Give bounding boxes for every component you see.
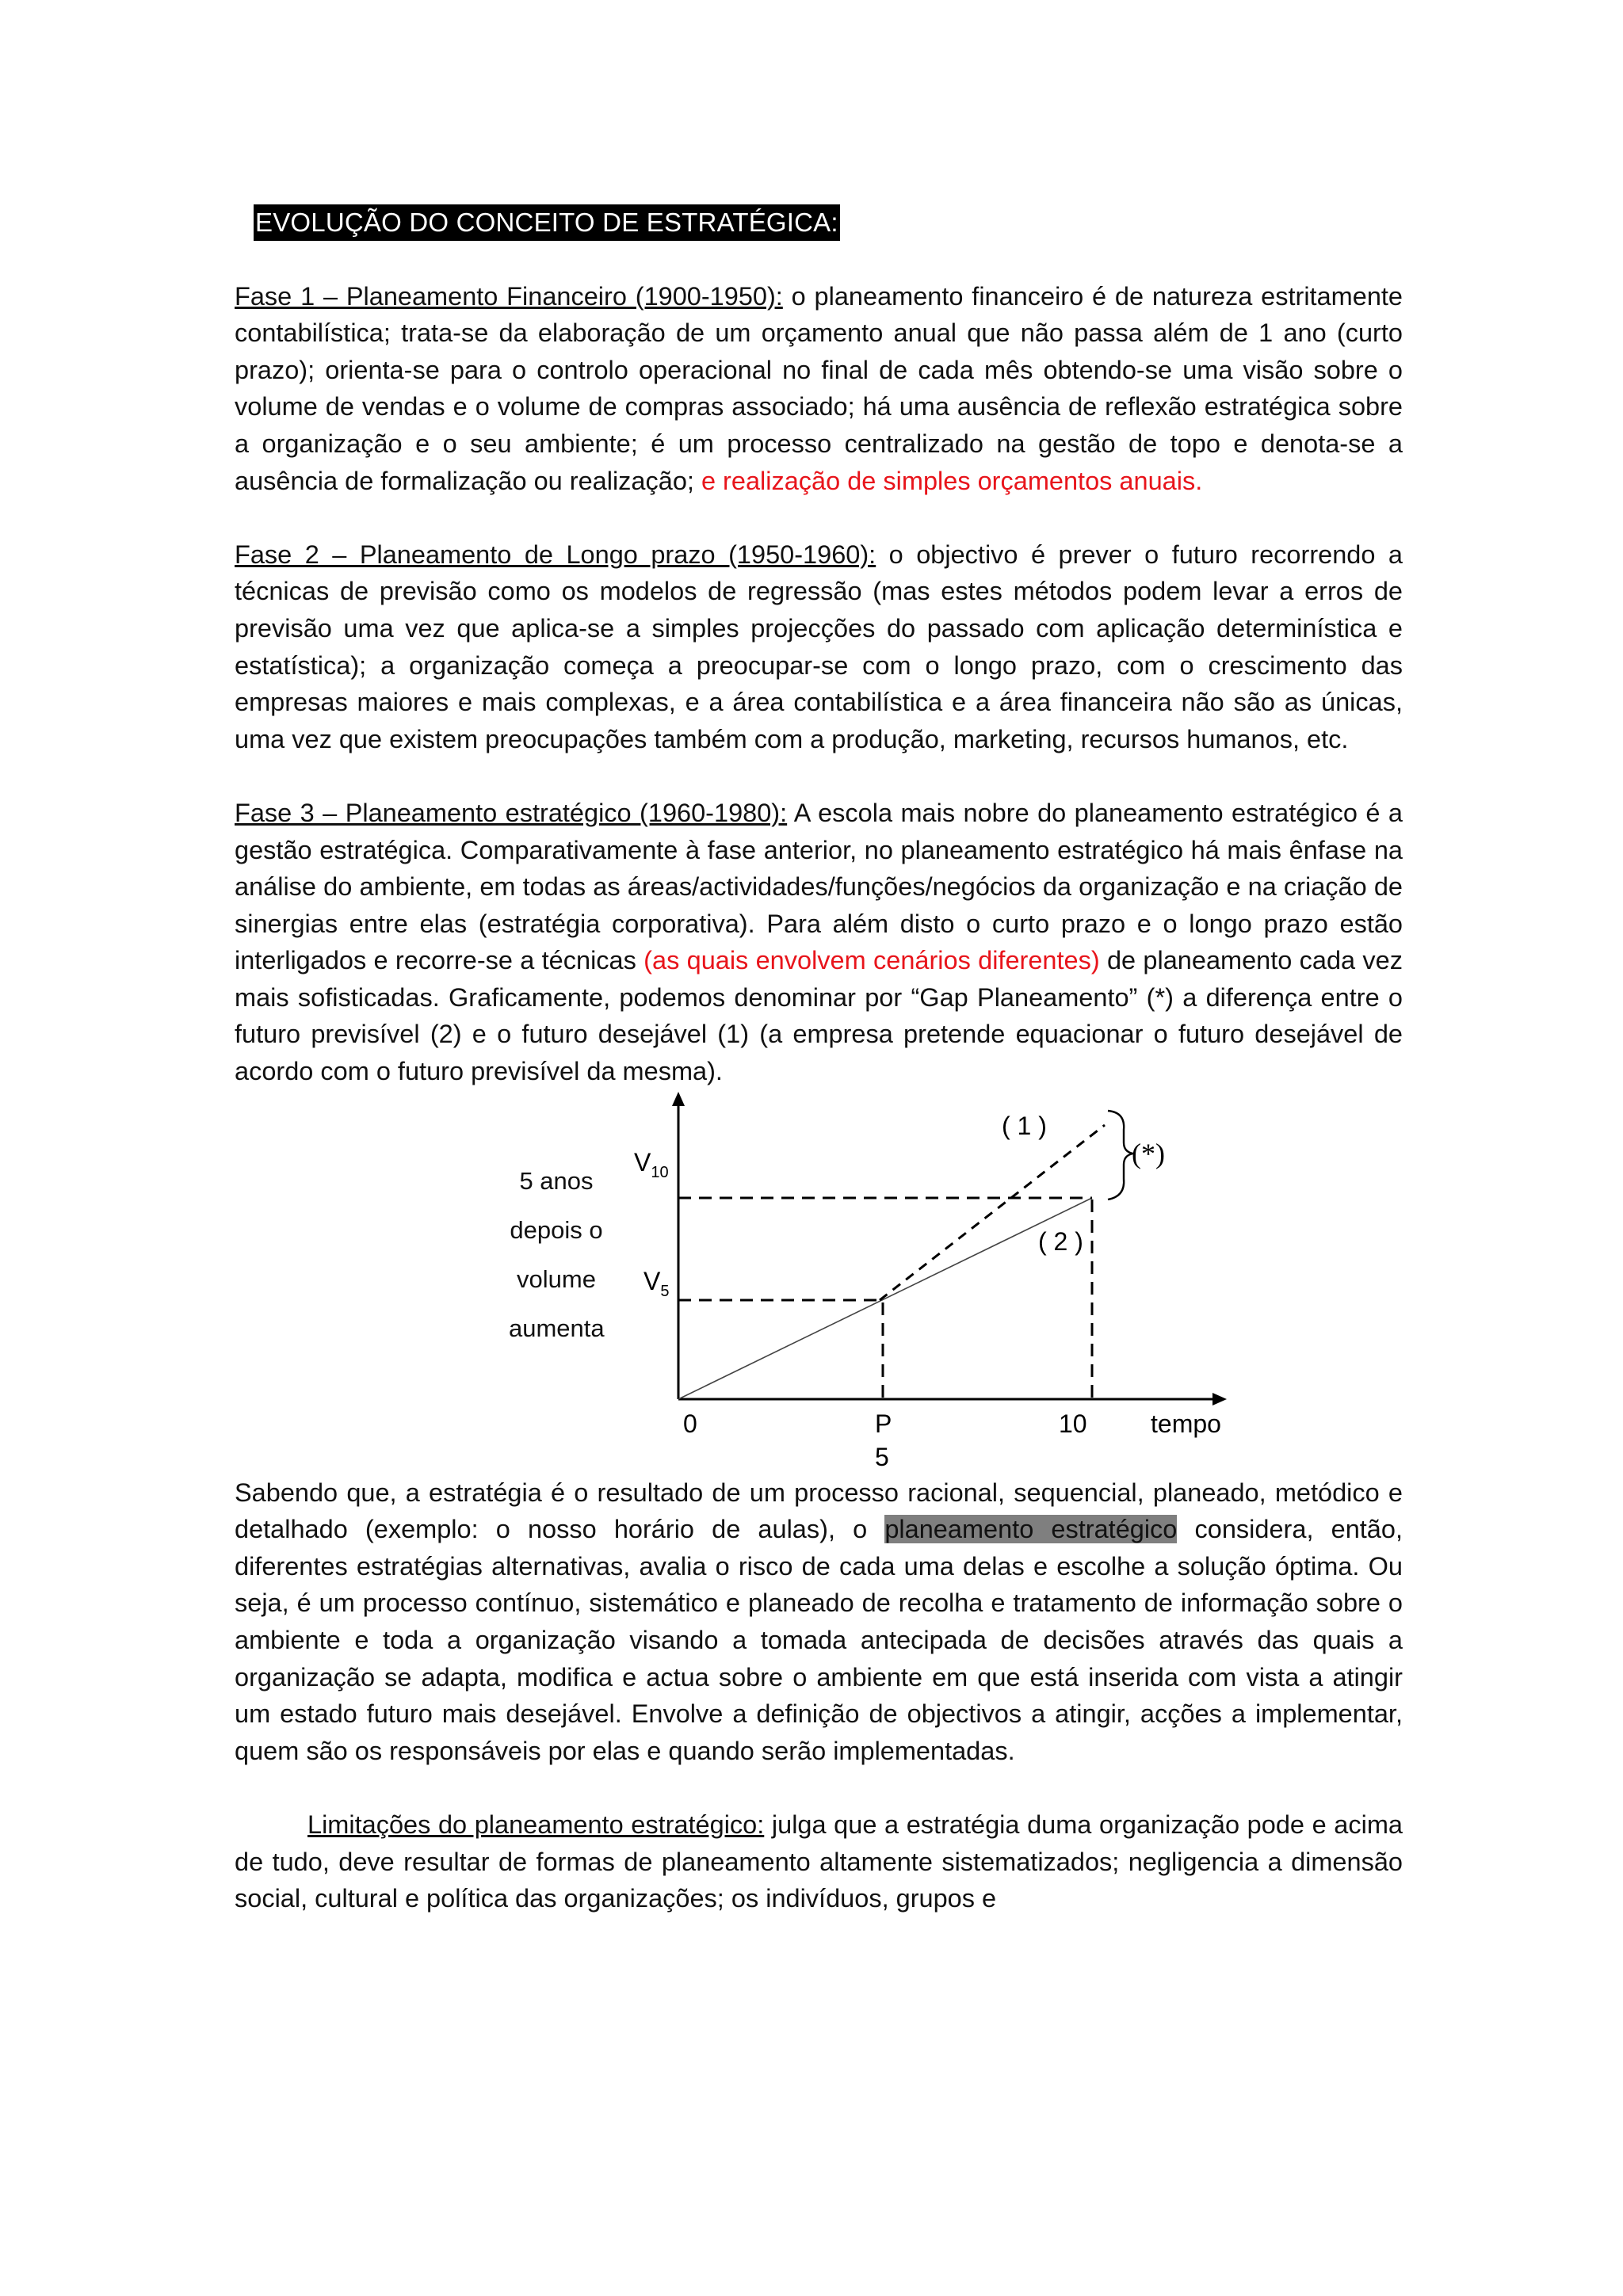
para4-text-1: Sabendo que, a estratégia é o resultado de um processo racional, sequencial, planeado, metódico e detalhado (exemplo: o nosso horário de aulas), o — [235, 1478, 1403, 1544]
fase1-red-text: e realização de simples orçamentos anuais. — [701, 466, 1203, 495]
para4-paragraph — [235, 1474, 1403, 1770]
title-wrap — [235, 204, 1403, 241]
fase1-heading: Fase 1 – Planeamento Financeiro (1900-1950): — [235, 281, 783, 311]
limitacoes-text: julga que a estratégia duma organização pode e acima de tudo, deve resultar de formas de planeamento altamente sistematizados; negligencia a dimensão social, cultural e política das organizações; os indivíduos, grupos e — [235, 1810, 1403, 1913]
v10-label: $V_{10}$ — [634, 1147, 669, 1181]
desired-line-1 — [880, 1125, 1105, 1300]
gap-label: (*) — [1132, 1137, 1165, 1169]
fase3-text-1: A escola mais nobre do planeamento estratégico é a gestão estratégica. Comparativamente à fase anterior, no planeamento estratégico há mais ênfase na análise do ambiente, em todas as áreas/actividades/funções/negócios da organização e na criação de sinergias entre elas (estratégia corporativa). Para além disto o curto prazo e o longo prazo estão interligados e recorre-se a técnicas — [235, 798, 1403, 975]
x-axis-label: tempo — [1151, 1409, 1221, 1438]
fase1-text: o planeamento financeiro é de natureza estritamente contabilística; trata-se da elaboração de um orçamento anual que não passa além de 1 ano (curto prazo); orienta-se para o controlo operacional no final de cada mês obtendo-se uma visão sobre o volume de vendas e o volume de compras associado; há uma ausência de reflexão estratégica sobre a organização e o seu ambiente; é um processo centralizado na gestão de topo e denota-se a ausência de formalização ou realização; — [235, 281, 1403, 495]
figure-note-line: 5 anos — [519, 1166, 594, 1195]
label-1: ( 1 ) — [1002, 1111, 1047, 1140]
para4-text-2: considera, então, diferentes estratégias alternativas, avalia o risco de cada uma delas e escolhe a solução óptima. Ou seja, é um processo contínuo, sistemático e planeado de recolha e tratamento de informação sobre o ambiente e toda a organização visando a tomada antecipada de decisões através das quais a organização se adapta, modifica e actua sobre o ambiente em que está inserida com vista a atingir um estado futuro mais desejável. Envolve a definição de objectivos a atingir, acções a implementar, quem são os responsáveis por elas e quando serão implementadas. — [235, 1515, 1403, 1765]
fase2-heading: Fase 2 – Planeamento de Longo prazo (1950-1960): — [235, 540, 876, 569]
fase1-paragraph — [235, 278, 1403, 500]
fase2-text: o objectivo é prever o futuro recorrendo a técnicas de previsão como os modelos de regressão (mas estes métodos podem levar a erros de previsão uma vez que aplica-se a simples projecções do passado com aplicação determinística e estatística); a organização começa a preocupar-se com o longo prazo, com o crescimento das empresas maiores e mais complexas, e a área contabilística e a área financeira não são as únicas, uma vez que existem preocupações também com a produção, marketing, recursos humanos, etc. — [235, 540, 1403, 753]
fase2-paragraph — [235, 536, 1403, 758]
para4-highlight: planeamento estratégico — [884, 1515, 1178, 1544]
page-title: EVOLUÇÃO DO CONCEITO DE ESTRATÉGICA: — [254, 204, 840, 241]
gap-chart-svg — [235, 1090, 1403, 1474]
x-tick-10: 10 — [1059, 1409, 1087, 1438]
fase3-heading: Fase 3 – Planeamento estratégico (1960-1980): — [235, 798, 788, 827]
x-axis-arrow — [1212, 1393, 1227, 1405]
limitacoes-heading: Limitações do planeamento estratégico: — [307, 1810, 765, 1839]
fase3-text-2: de planeamento cada vez mais sofisticadas. Graficamente, podemos denominar por “Gap Planeamento” (*) a diferença entre o futuro previsível (2) e o futuro desejável (1) (a empresa pretende equacionar o futuro desejável de acordo com o futuro previsível da mesma). — [235, 946, 1403, 1086]
figure-note-line: aumenta — [509, 1314, 605, 1342]
label-2: ( 2 ) — [1038, 1226, 1083, 1256]
x-tick-5: 5 — [875, 1442, 889, 1471]
fase3-red-text: (as quais envolvem cenários diferentes) — [643, 946, 1100, 975]
gap-planeamento-figure — [235, 1090, 1403, 1474]
figure-note-line: volume — [517, 1264, 596, 1293]
forecast-line-2 — [678, 1198, 1092, 1399]
document-page — [235, 204, 1403, 1917]
limitacoes-paragraph — [235, 1806, 1403, 1917]
fase3-paragraph — [235, 795, 1403, 1090]
y-axis-arrow — [672, 1092, 685, 1106]
v5-label: $V_5$ — [643, 1266, 670, 1300]
figure-note-line: depois o — [510, 1215, 603, 1244]
x-tick-p: P — [875, 1409, 892, 1438]
x-tick-0: 0 — [683, 1409, 697, 1438]
gap-brace — [1108, 1111, 1133, 1199]
